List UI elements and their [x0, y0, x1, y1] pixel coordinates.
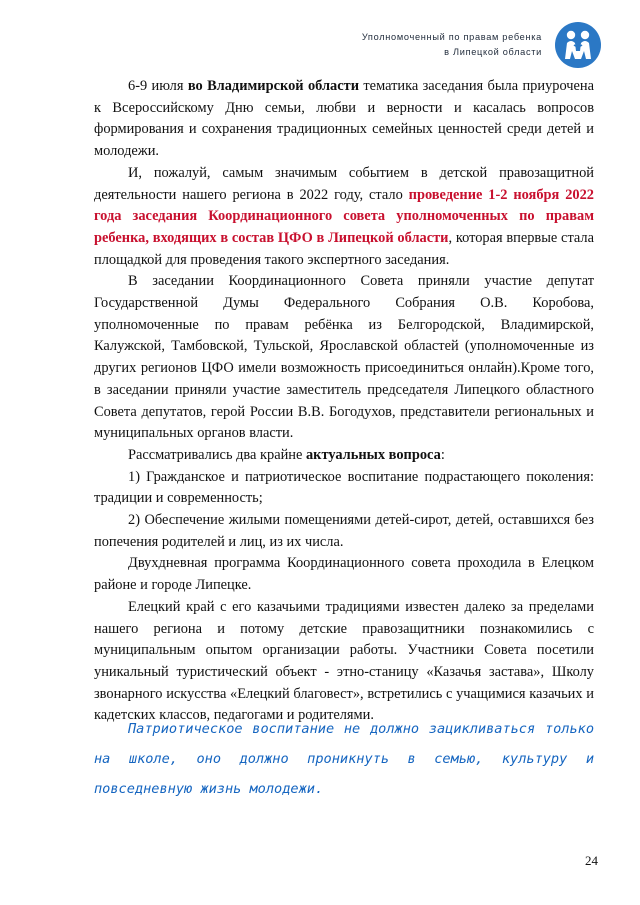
text-span: 6-9 июля	[128, 78, 188, 94]
paragraph-yelets: Елецкий край с его казачьими традициями известен далеко за пределами нашего региона и потому детские правозащитники познакомились с муниципальным опытом организации работы. Участники Совета посетили уникальный туристический объект - этно-станицу «Казачья застава», Школу звонарного искусства «Елецкий благовест», встретились с учащимися казачьих и кадетских классов, педагогами и родителями.	[94, 598, 594, 724]
paragraph-vladimir	[94, 76, 594, 163]
text-span: И, пожалуй, самым значимым событием в детской правозащитной деятельности нашего региона в 2022 году, стало	[94, 164, 594, 203]
header-text	[362, 30, 542, 60]
bold-topics: актуальных вопроса	[305, 446, 441, 463]
quote-text: Патриотическое воспитание не должно зацикливаться только на школе, оно должно проникнуть в семью, культуру и повседневную жизнь молодежи.	[94, 721, 594, 797]
paragraph-program: Двухдневная программа Координационного совета проходила в Елецком районе и городе Липецке.	[94, 555, 594, 594]
header-line-2: в Липецкой области	[444, 47, 542, 57]
paragraph-topics-intro	[94, 445, 594, 467]
text-span: , которая впервые стала площадкой для проведения такого экспертного заседания.	[94, 229, 594, 268]
text-span: Рассматривались два крайне	[128, 446, 306, 463]
bold-region-name: во Владимирской области	[187, 78, 360, 94]
page-number: 24	[585, 853, 598, 868]
children-logo-icon	[554, 21, 602, 69]
paragraph-topic-2: 2) Обеспечение жилыми помещениями детей-сирот, детей, оставшихся без попечения родителей и лиц, из их числа.	[94, 512, 594, 550]
main-text	[94, 76, 594, 727]
paragraph-participants: В заседании Координационного Совета приняли участие депутат Государственной Думы Федерального Собрания О.В. Коробова, уполномоченные по правам ребёнка из Белгородской, Владимирской, Калужской, Тамбовской, Тульской, Ярославской областей (уполномоченные из других регионов ЦФО имели возможность присоединиться онлайн).Кроме того, в заседании приняли участие заместитель председателя Липецкого областного Совета депутатов, герой России В.В. Богодухов, представители региональных и муниципальных органов власти.	[94, 273, 594, 442]
highlighted-event: проведение 1-2 ноября 2022 года заседания Координационного совета уполномоченных по правам ребенка, входящих в состав ЦФО в Липецкой области	[94, 186, 594, 246]
header-line-1: Уполномоченный по правам ребенка	[361, 32, 542, 42]
text-span: :	[440, 446, 445, 463]
page-header	[362, 20, 602, 70]
paragraph-topic-1: 1) Гражданское и патриотическое воспитание подрастающего поколения: традиции и современность;	[94, 468, 594, 507]
paragraph-council-event	[94, 163, 594, 272]
text-span: тематика заседания была приурочена к Всероссийскому Дню семьи, любви и верности и касалась вопросов формирования и сохранения традиционных семейных ценностей среди детей и молодежи.	[94, 78, 595, 160]
